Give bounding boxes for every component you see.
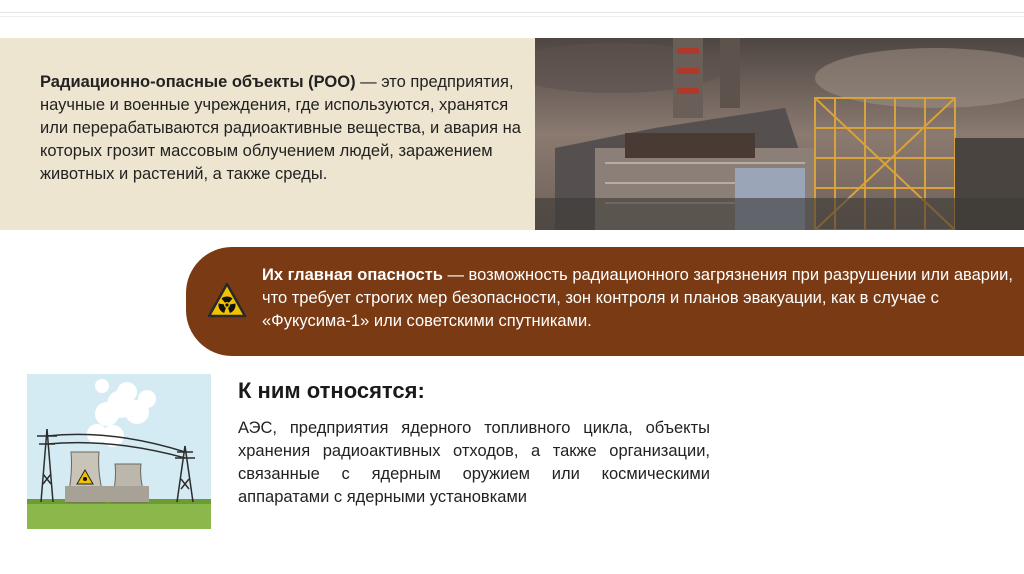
- top-divider: [0, 12, 1024, 13]
- definition-term: Радиационно-опасные объекты (РОО): [40, 73, 356, 91]
- top-divider-2: [0, 16, 1024, 17]
- definition-text: [40, 71, 530, 186]
- reactor-photo: [535, 38, 1024, 230]
- danger-term: Их главная опасность: [262, 266, 443, 284]
- danger-text: [262, 264, 1014, 333]
- list-text: АЭС, предприятия ядерного топливного цикла, объекты хранения радиоактивных отходов, а также организации, связанные с ядерным оружием или космическими аппаратами с ядерными установками: [238, 419, 710, 506]
- radiation-warning-icon: [207, 282, 247, 318]
- power-plant-illustration: [27, 374, 211, 529]
- list-heading: К ним относятся:: [238, 378, 425, 403]
- reactor-photo-image: [535, 38, 1024, 230]
- definition-body: — это предприятия, научные и военные учреждения, где используются, хранятся или перерабатываются радиоактивные вещества, и авария на которых грозит массовым облучением людей, заражением животных и растений, а также среды.: [40, 73, 521, 183]
- danger-body: — возможность радиационного загрязнения при разрушении или аварии, что требует строгих мер безопасности, зон контроля и планов эвакуации, как в случае с «Фукусима-1» или советскими спутниками.: [262, 266, 1013, 330]
